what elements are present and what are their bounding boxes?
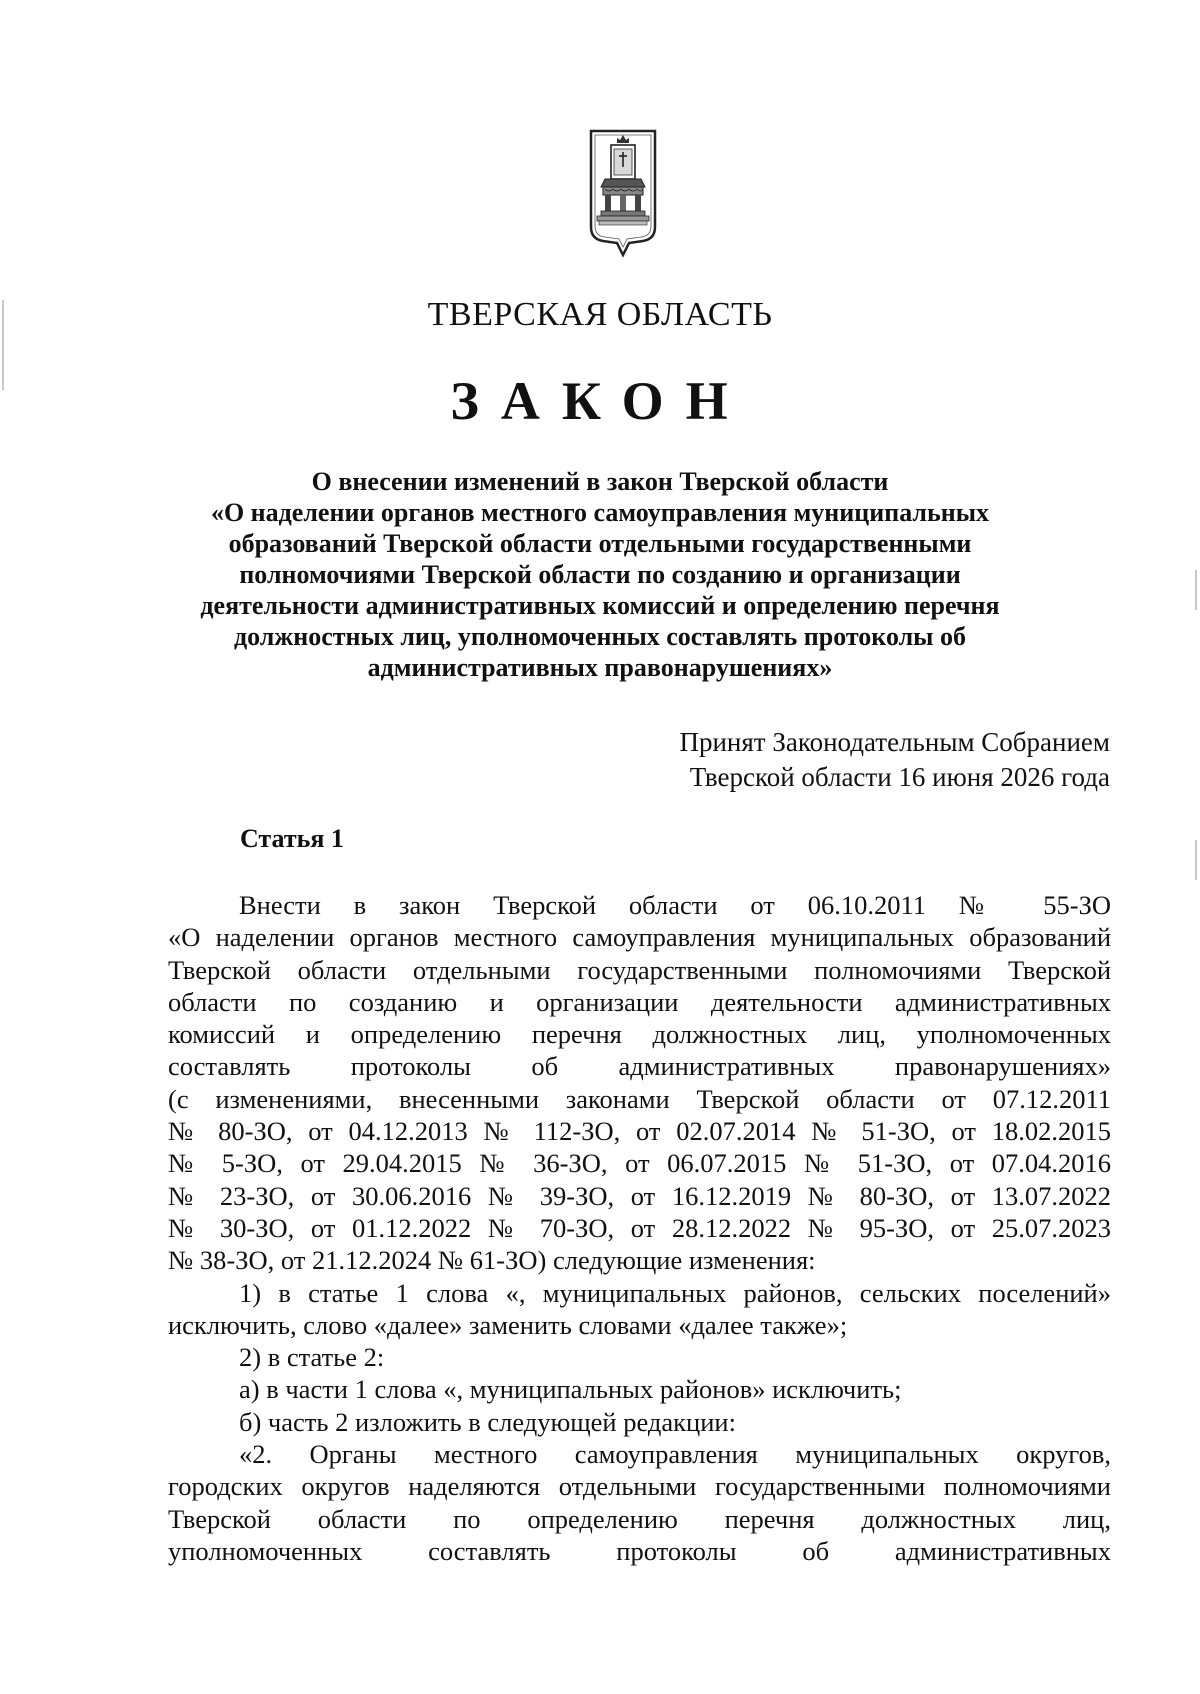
adoption-note-line: Принят Законодательным Собранием <box>679 727 1110 757</box>
body-line: № 30-ЗО, от 01.12.2022 № 70-ЗО, от 28.12.2022 № 95-ЗО, от 25.07.2023 <box>168 1212 1111 1243</box>
law-title-line: О внесении изменений в закон Тверской области <box>311 467 889 496</box>
body-line: «О наделении органов местного самоуправления муниципальных образований <box>168 922 1111 953</box>
body-line: 1) в статье 1 слова «, муниципальных районов, сельских поселений» <box>239 1277 1111 1308</box>
body-line: «2. Органы местного самоуправления муниципальных округов, <box>239 1439 1111 1470</box>
document-type: ЗАКОН <box>450 371 750 431</box>
law-title <box>180 466 1020 683</box>
coat-of-arms-emblem <box>587 127 659 262</box>
body-line: составлять протоколы об административных правонарушениях» <box>168 1051 1111 1082</box>
body-line: № 5-ЗО, от 29.04.2015 № 36-ЗО, от 06.07.2015 № 51-ЗО, от 07.04.2016 <box>168 1148 1111 1179</box>
body-line: Тверской области по определению перечня должностных лиц, <box>168 1503 1111 1534</box>
law-title-line: должностных лиц, уполномоченных составлять протоколы об <box>234 622 966 651</box>
scan-edge-mark <box>1195 840 1197 880</box>
law-title-line: «О наделении органов местного самоуправления муниципальных <box>210 498 990 527</box>
body-line: № 23-ЗО, от 30.06.2016 № 39-ЗО, от 16.12.2019 № 80-ЗО, от 13.07.2022 <box>168 1180 1111 1211</box>
body-line: № 80-ЗО, от 04.12.2013 № 112-ЗО, от 02.07.2014 № 51-ЗО, от 18.02.2015 <box>168 1116 1111 1147</box>
body-line: Тверской области отдельными государственными полномочиями Тверской <box>168 954 1111 985</box>
body-line: области по созданию и организации деятельности административных <box>168 986 1111 1017</box>
region-name: ТВЕРСКАЯ ОБЛАСТЬ <box>427 296 773 333</box>
law-title-line: административных правонарушениях» <box>367 653 833 682</box>
body-line: б) часть 2 изложить в следующей редакции: <box>239 1406 736 1437</box>
body-line: а) в части 1 слова «, муниципальных районов» исключить; <box>239 1374 902 1405</box>
body-line: комиссий и определению перечня должностных лиц, уполномоченных <box>168 1019 1111 1050</box>
body-line: исключить, слово «далее» заменить словами «далее также»; <box>168 1309 848 1340</box>
adoption-note <box>679 725 1110 795</box>
body-line: 2) в статье 2: <box>239 1342 385 1373</box>
scan-edge-mark <box>1195 570 1197 610</box>
article-heading: Статья 1 <box>240 824 344 853</box>
body-line: Внести в закон Тверской области от 06.10.2011 № 55-ЗО <box>239 890 1111 920</box>
adoption-note-line: Тверской области 16 июня 2026 года <box>689 762 1110 792</box>
law-title-line: полномочиями Тверской области по созданию и организации <box>239 560 961 589</box>
body-line: городских округов наделяются отдельными государственными полномочиями <box>168 1471 1111 1502</box>
body-line: уполномоченных составлять протоколы об административных <box>168 1535 1111 1566</box>
article-body <box>168 889 1111 1567</box>
scan-edge-mark <box>2 300 4 390</box>
law-title-line: деятельности административных комиссий и определению перечня <box>200 591 1000 620</box>
body-line: № 38-ЗО, от 21.12.2024 № 61-ЗО) следующие изменения: <box>168 1245 816 1276</box>
body-line: (с изменениями, внесенными законами Тверской области от 07.12.2011 <box>168 1083 1111 1114</box>
law-title-line: образований Тверской области отдельными государственными <box>228 529 972 558</box>
